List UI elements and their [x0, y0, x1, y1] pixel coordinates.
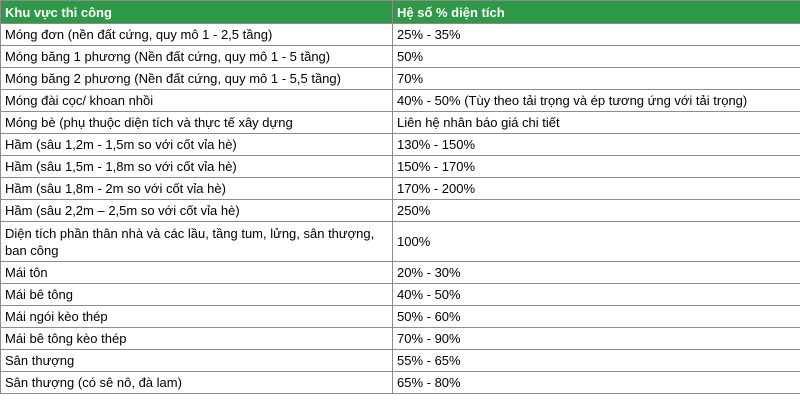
table-row: [1, 306, 800, 328]
rate-cell: 65% - 80%: [393, 372, 800, 394]
area-cell: Hầm (sâu 2,2m – 2,5m so với cốt vỉa hè): [1, 200, 393, 222]
header-construction-area: Khu vực thi công: [1, 1, 393, 24]
rate-cell: Liên hệ nhân báo giá chi tiết: [393, 112, 800, 134]
header-area-coefficient: Hệ số % diện tích: [393, 1, 800, 24]
area-cell: Mái bê tông kèo thép: [1, 328, 393, 350]
rate-cell: 70%: [393, 68, 800, 90]
area-cell: Mái ngói kèo thép: [1, 306, 393, 328]
area-cell: Móng băng 1 phương (Nền đất cứng, quy mô 1 - 5 tầng): [1, 46, 393, 68]
rate-cell: 25% - 35%: [393, 24, 800, 46]
area-cell: Hầm (sâu 1,5m - 1,8m so với cốt vỉa hè): [1, 156, 393, 178]
area-cell: Mái tôn: [1, 262, 393, 284]
rate-cell: 250%: [393, 200, 800, 222]
area-cell: Móng đài cọc/ khoan nhồi: [1, 90, 393, 112]
area-cell: Móng đơn (nền đất cứng, quy mô 1 - 2,5 tầng): [1, 24, 393, 46]
area-cell: Móng băng 2 phương (Nền đất cứng, quy mô 1 - 5,5 tầng): [1, 68, 393, 90]
table-row: [1, 112, 800, 134]
table-row: [1, 200, 800, 222]
area-cell: Mái bê tông: [1, 284, 393, 306]
rate-cell: 150% - 170%: [393, 156, 800, 178]
rate-cell: 40% - 50%: [393, 284, 800, 306]
rate-cell: 55% - 65%: [393, 350, 800, 372]
rate-cell: 50%: [393, 46, 800, 68]
table-row: [1, 90, 800, 112]
area-cell: Sân thượng: [1, 350, 393, 372]
rate-cell: 20% - 30%: [393, 262, 800, 284]
table-row: [1, 284, 800, 306]
rate-cell: 100%: [393, 222, 800, 262]
table-row: [1, 156, 800, 178]
area-cell: Hầm (sâu 1,2m - 1,5m so với cốt vỉa hè): [1, 134, 393, 156]
table-row: [1, 68, 800, 90]
table-row: [1, 222, 800, 262]
rate-cell: 170% - 200%: [393, 178, 800, 200]
table-header: [1, 1, 800, 24]
area-cell: Móng bè (phụ thuộc diện tích và thực tế xây dựng: [1, 112, 393, 134]
table-row: [1, 46, 800, 68]
table-body: [1, 24, 800, 394]
table-row: [1, 24, 800, 46]
table-row: [1, 350, 800, 372]
area-cell: Sân thượng (có sê nô, đà lam): [1, 372, 393, 394]
area-cell: Hầm (sâu 1,8m - 2m so với cốt vỉa hè): [1, 178, 393, 200]
table-row: [1, 262, 800, 284]
table-row: [1, 328, 800, 350]
rate-cell: 50% - 60%: [393, 306, 800, 328]
rate-cell: 40% - 50% (Tùy theo tải trọng và ép tương ứng với tải trọng): [393, 90, 800, 112]
area-cell: Diện tích phần thân nhà và các lầu, tầng tum, lửng, sân thượng, ban công: [1, 222, 393, 262]
rate-cell: 130% - 150%: [393, 134, 800, 156]
header-row: [1, 1, 800, 24]
table-row: [1, 134, 800, 156]
rate-cell: 70% - 90%: [393, 328, 800, 350]
table-row: [1, 372, 800, 394]
table-row: [1, 178, 800, 200]
